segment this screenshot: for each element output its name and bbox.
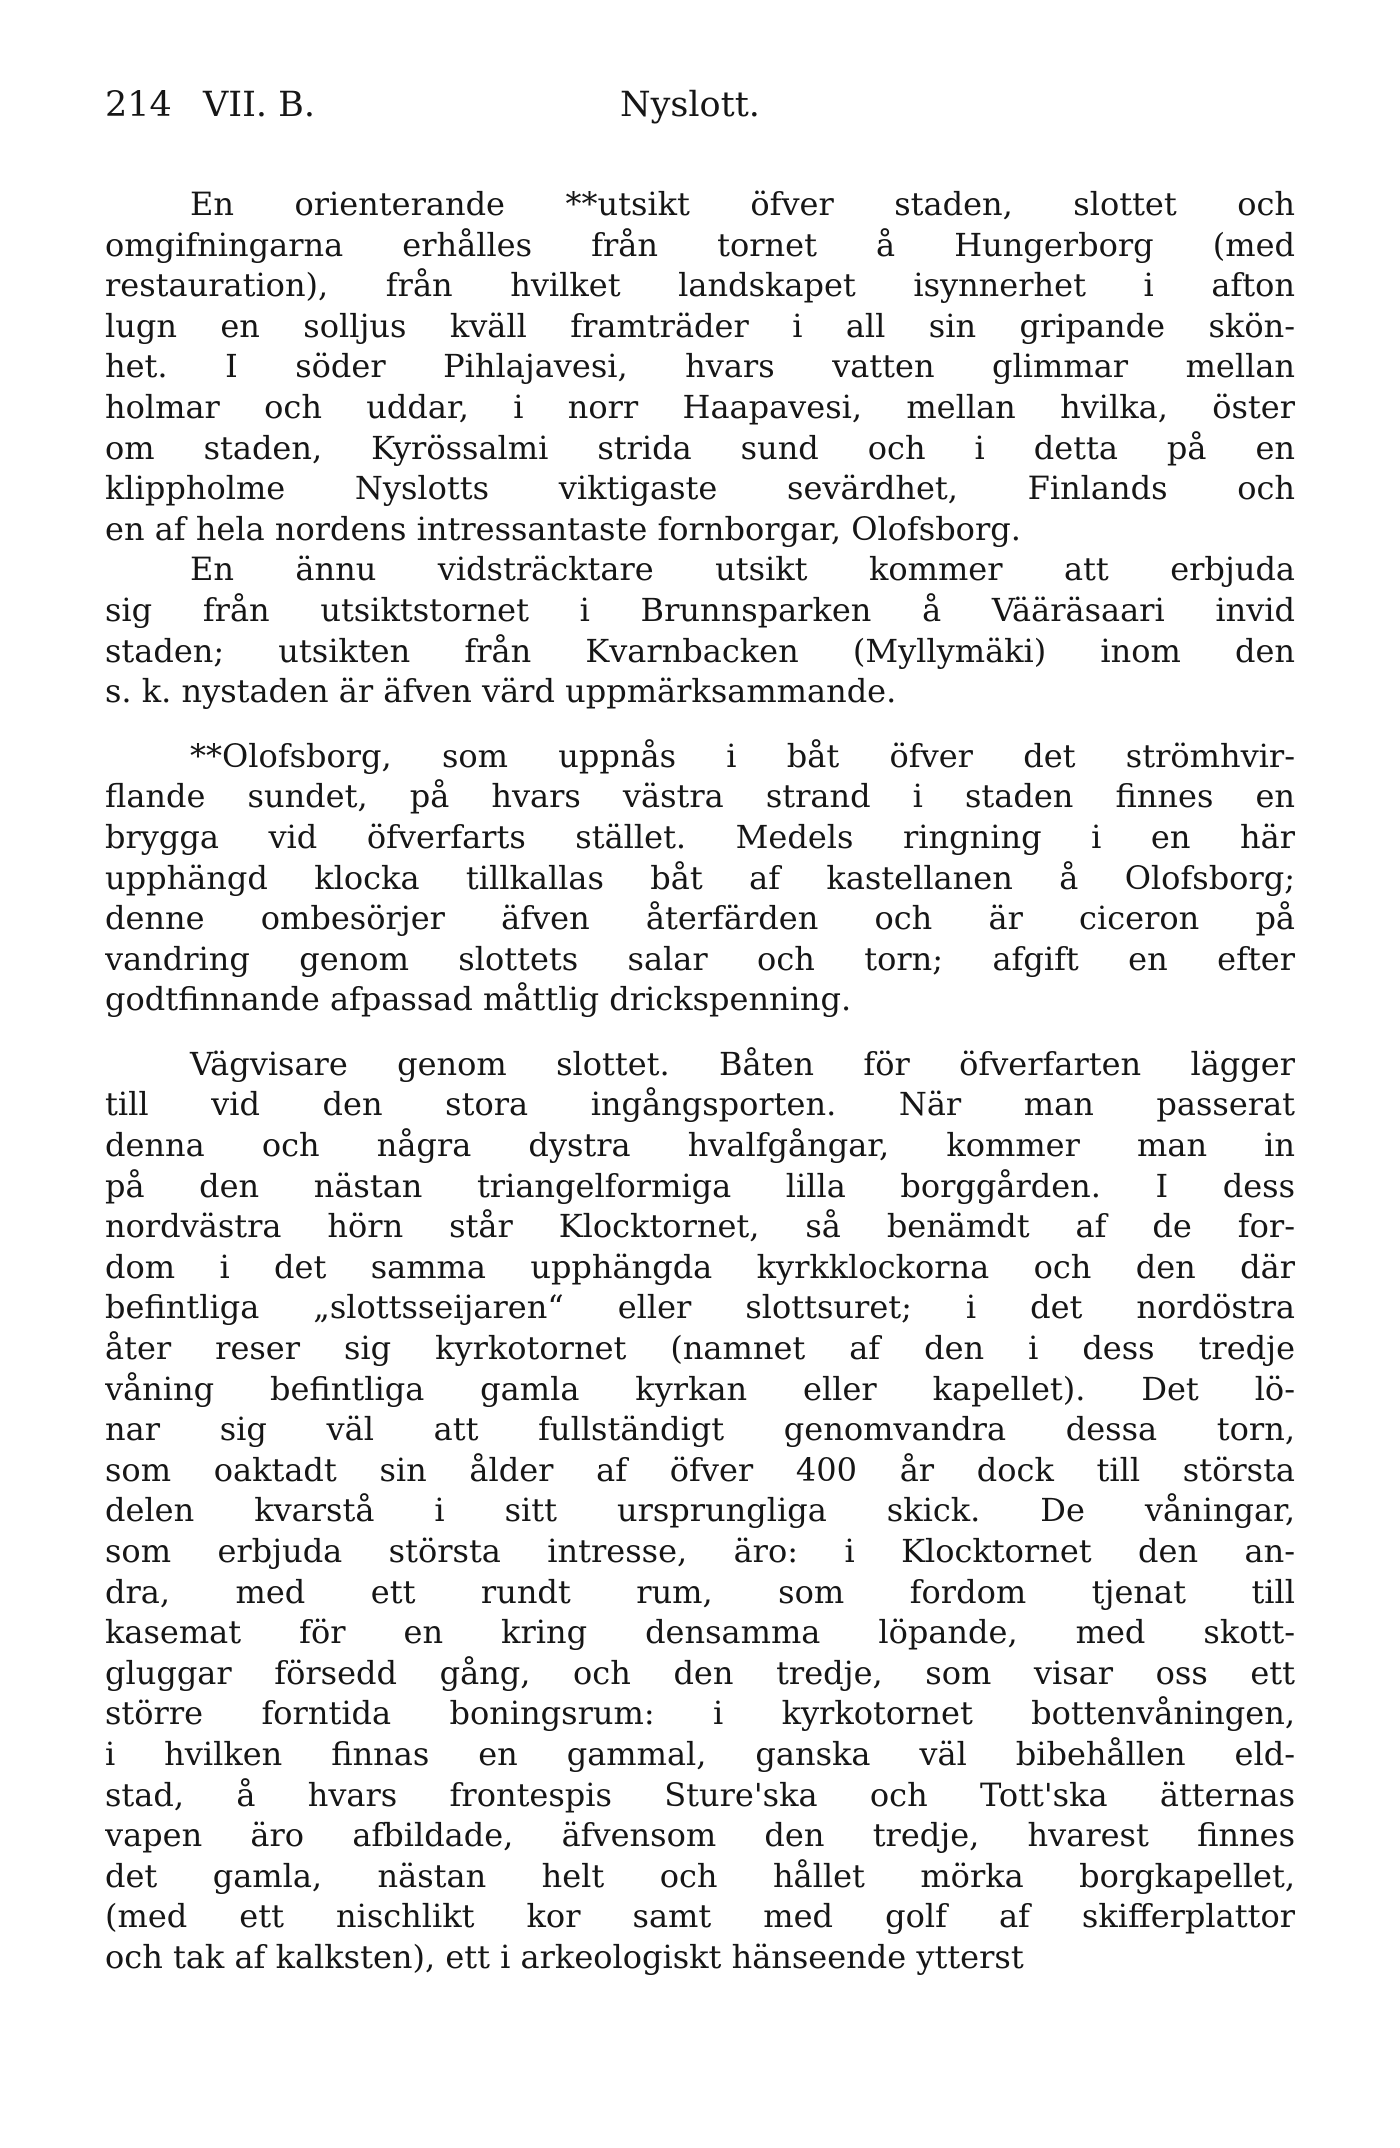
body-text — [105, 184, 1295, 1978]
text-line: som erbjuda största intresse, äro: i Klocktornet den an- — [105, 1532, 1295, 1570]
text-line: nar sig väl att fullständigt genomvandra dessa torn, — [105, 1410, 1295, 1449]
text-line: upphängd klocka tillkallas båt af kastellanen å Olofsborg; — [105, 858, 1295, 897]
text-line: klippholme Nyslotts viktigaste sevärdhet, Finlands och — [105, 469, 1295, 508]
text-line: gluggar försedd gång, och den tredje, som visar oss ett — [105, 1653, 1295, 1692]
text-line: våning befintliga gamla kyrkan eller kapellet). Det lö- — [105, 1369, 1295, 1408]
text-line: stad, å hvars frontespis Sture'ska och Tott'ska ätternas — [105, 1775, 1295, 1814]
text-line: denne ombesörjer äfven återfärden och är ciceron på — [105, 899, 1295, 938]
text-line: **Olofsborg, som uppnås i båt öfver det strömhvir- — [190, 736, 1295, 775]
text-line: dom i det samma upphängda kyrkklockorna och den där — [105, 1247, 1295, 1286]
text-line: godtfinnande afpassad måttlig drickspenning. — [105, 980, 852, 1019]
text-line: denna och några dystra hvalfgångar, kommer man in — [105, 1126, 1295, 1165]
text-line: vandring genom slottets salar och torn; afgift en efter — [105, 939, 1295, 978]
text-line: delen kvarstå i sitt ursprungliga skick. De våningar, — [105, 1491, 1295, 1530]
paragraph-gap — [105, 1020, 1295, 1044]
text-line: omgifningarna erhålles från tornet å Hungerborg (med — [105, 225, 1295, 264]
text-line: till vid den stora ingångsporten. När man passerat — [105, 1085, 1295, 1124]
text-line: En orienterande **utsikt öfver staden, slottet och — [190, 185, 1295, 223]
text-line: på den nästan triangelformiga lilla borggården. I dess — [105, 1166, 1295, 1205]
text-line: åter reser sig kyrkotornet (namnet af den i dess tredje — [105, 1329, 1295, 1368]
text-line: en af hela nordens intressantaste fornborgar, Olofsborg. — [105, 509, 1021, 548]
text-line: som oaktadt sin ålder af öfver 400 år dock till största — [105, 1450, 1295, 1489]
text-line: het. I söder Pihlajavesi, hvars vatten glimmar mellan — [105, 347, 1295, 386]
text-line: lugn en solljus kväll framträder i all sin gripande skön- — [105, 306, 1295, 345]
text-line: (med ett nischlikt kor samt med golf af skifferplattor — [105, 1897, 1295, 1936]
text-line: befintliga „slottsseijaren“ eller slottsuret; i det nordöstra — [105, 1288, 1295, 1327]
text-line: s. k. nystaden är äfven värd uppmärksammande. — [105, 672, 897, 711]
text-line: och tak af kalksten), ett i arkeologiskt hänseende ytterst — [105, 1937, 1024, 1976]
running-header — [105, 82, 1295, 128]
text-line: restauration), från hvilket landskapet isynnerhet i afton — [105, 266, 1295, 305]
text-line: i hvilken finnas en gammal, ganska väl bibehållen eld- — [105, 1734, 1295, 1773]
section-marker: VII. B. — [203, 85, 316, 125]
text-line: större forntida boningsrum: i kyrkotornet bottenvåningen, — [105, 1694, 1295, 1733]
text-line: holmar och uddar, i norr Haapavesi, mellan hvilka, öster — [105, 387, 1295, 426]
text-line: kasemat för en kring densamma löpande, med skott- — [105, 1613, 1295, 1652]
text-line: dra, med ett rundt rum, som fordom tjenat till — [105, 1572, 1295, 1611]
text-line: sig från utsiktstornet i Brunnsparken å Vääräsaari invid — [105, 590, 1295, 629]
text-line: Vägvisare genom slottet. Båten för öfverfarten lägger — [190, 1044, 1295, 1083]
text-line: det gamla, nästan helt och hållet mörka borgkapellet, — [105, 1856, 1295, 1895]
text-line: vapen äro afbildade, äfvensom den tredje, hvarest finnes — [105, 1816, 1295, 1855]
text-line: om staden, Kyrössalmi strida sund och i detta på en — [105, 428, 1295, 467]
running-title: Nyslott. — [620, 85, 760, 125]
page-number: 214 — [105, 85, 172, 125]
paragraph-gap — [105, 712, 1295, 736]
text-line: brygga vid öfverfarts stället. Medels ringning i en här — [105, 817, 1295, 856]
text-line: staden; utsikten från Kvarnbacken (Myllymäki) inom den — [105, 631, 1295, 670]
text-line: En ännu vidsträcktare utsikt kommer att erbjuda — [190, 550, 1295, 589]
text-line: flande sundet, på hvars västra strand i staden finnes en — [105, 777, 1295, 816]
text-line: nordvästra hörn står Klocktornet, så benämdt af de for- — [105, 1207, 1295, 1246]
